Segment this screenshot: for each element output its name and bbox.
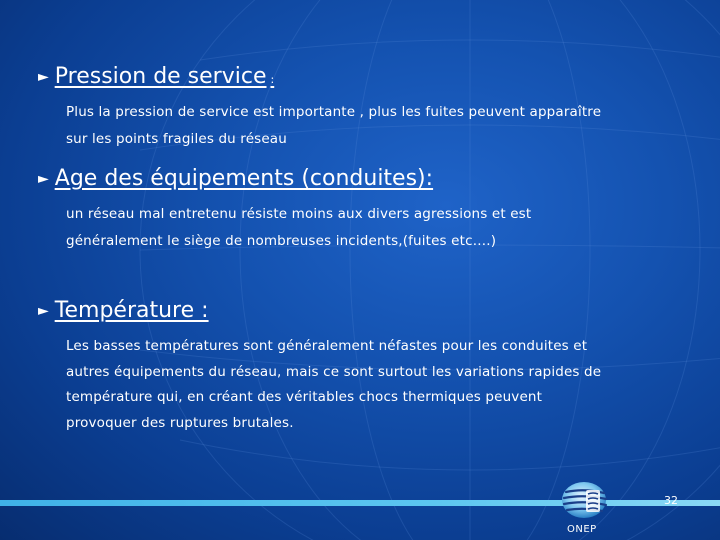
triangle-bullet-icon: ► [38, 69, 49, 85]
triangle-bullet-icon: ► [38, 171, 49, 187]
paragraph-line: autres équipements du réseau, mais ce sont surtout les variations rapides de [66, 364, 602, 380]
paragraph-line: provoquer des ruptures brutales. [66, 415, 294, 431]
paragraph-line: sur les points fragiles du réseau [66, 131, 287, 147]
heading-temperature [38, 298, 209, 323]
footer-bar [0, 500, 720, 506]
heading-age-des-equipements [38, 166, 433, 191]
paragraph-line: Plus la pression de service est importante , plus les fuites peuvent apparaître [66, 104, 602, 120]
logo-text: ONEP [567, 524, 597, 535]
paragraph-line: température qui, en créant des véritables chocs thermiques peuvent [66, 389, 543, 405]
paragraph-line: un réseau mal entretenu résiste moins aux divers agressions et est [66, 206, 532, 222]
heading-text: Pression de service [54, 64, 267, 89]
heading-suffix: : [270, 73, 275, 86]
page-number: 32 [664, 494, 678, 507]
onep-logo-icon [560, 480, 608, 520]
heading-text: Température : [54, 298, 209, 323]
triangle-bullet-icon: ► [38, 303, 49, 319]
paragraph-line: Les basses températures sont généralement néfastes pour les conduites et [66, 338, 588, 354]
paragraph-line: généralement le siège de nombreuses incidents,(fuites etc….) [66, 233, 497, 249]
heading-pression-de-service [38, 64, 274, 89]
heading-text: Age des équipements (conduites): [54, 166, 434, 191]
